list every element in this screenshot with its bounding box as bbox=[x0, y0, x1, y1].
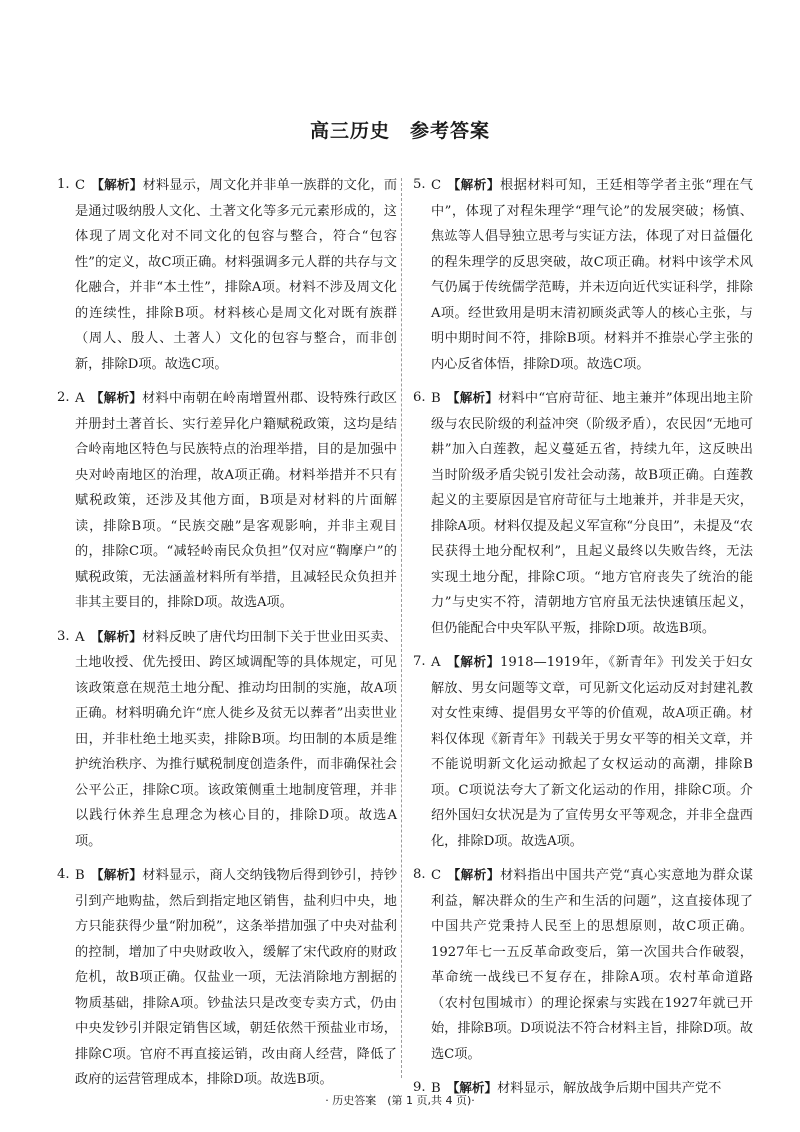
item-number: 9. bbox=[413, 1080, 426, 1095]
answer-letter: C bbox=[431, 868, 442, 883]
page-title: 高三历史 参考答案 bbox=[309, 120, 490, 142]
item-number: 8. bbox=[413, 867, 426, 882]
answer-item-7 bbox=[413, 649, 753, 854]
analysis-tag: 【解析】 bbox=[446, 654, 500, 669]
analysis-tag: 【解析】 bbox=[90, 390, 143, 405]
answer-letter: C bbox=[75, 178, 86, 193]
analysis-tag: 【解析】 bbox=[446, 1080, 498, 1095]
analysis-text: 材料显示，周文化并非单一族群的文化，而是通过吸纳殷人文化、土著文化等多元元素形成的，这体现了周文化对不同文化的包容与整合，符合“包容性”的定义，故C项正确。材料强调多元人群的共存与文化融合，并非“本土性”，排除A项。材料不涉及周文化的连续性，排除B项。材料核心是周文化对既有族群（周人、殷人、土著人）文化的包容与整合，而非创新，排除D项。故选C项。 bbox=[75, 178, 398, 372]
analysis-tag: 【解析】 bbox=[446, 390, 499, 405]
answer-letter: A bbox=[75, 629, 85, 645]
analysis-tag: 【解析】 bbox=[447, 867, 500, 882]
answer-item-4 bbox=[57, 862, 397, 1093]
analysis-text: 材料中南朝在岭南增置州郡、设特殊行政区并册封土著首长、实行差异化户籍赋税政策，这均是结合岭南地区特色与民族特点的治理举措，目的是加强中央对岭南地区的治理，故A项正确。材料举措并不只有赋税政策，还涉及其他方面，B项是对材料的片面解读，排除B项。“民族交融”是客观影响，并非主观目的，排除C项。“减轻岭南民众负担”仅对应“鞫摩户”的赋税政策，无法涵盖材料所有举措，且减轻民众负担并非其主要目的，排除D项。故选A项。 bbox=[75, 391, 397, 610]
answer-letter: C bbox=[431, 178, 442, 193]
answer-letter: A bbox=[431, 655, 441, 670]
analysis-text: 材料显示，商人交纳钱物后得到钞引，持钞引到产地购盐，然后到指定地区销售，盐利归中央，地方只能获得少量“附加税”，这条举措加强了中央对盐利的控制，增加了中央财政收入，缓解了宋代政府的财政危机，故B项正确。仅盐业一项，无法消除地方割据的物质基础，排除A项。钞盐法只是改变专卖方式，仍由中央发钞引并限定销售区域，朝廷依然干预盐业市场，排除C项。官府不再直接运销，改由商人经营，降低了政府的运营管理成本，排除D项。故选B项。 bbox=[75, 868, 398, 1087]
right-column bbox=[413, 172, 753, 1110]
left-column bbox=[57, 172, 397, 1101]
item-number: 1. bbox=[57, 177, 70, 192]
answer-item-3 bbox=[57, 624, 397, 855]
analysis-text: 材料显示，解放战争后期中国共产党不 bbox=[497, 1081, 722, 1096]
analysis-tag: 【解析】 bbox=[91, 177, 143, 192]
column-divider bbox=[401, 178, 402, 1078]
item-number: 2. bbox=[57, 390, 70, 405]
analysis-text: 材料反映了唐代均田制下关于世业田买卖、土地收授、优先授田、跨区域调配等的具体规定，可见该政策意在规范土地分配、推动均田制的实施，故A项正确。材料明确允许“庶人徙乡及贫无以葬者”出卖世业田，并非杜绝土地买卖，排除B项。均田制的本质是维护统治秩序、为推行赋税制度创造条件，而非确保社会公平公正，排除C项。该政策侧重土地制度管理，并非以践行休养生息理念为核心目的，排除D项。故选A项。 bbox=[75, 629, 397, 849]
analysis-text: 根据材料可知，王廷相等学者主张“理在气中”，体现了对程朱理学“理气论”的发展突破；杨慎、焦竑等人倡导独立思考与实证方法，体现了对日益僵化的程朱理学的反思突破，故C项正确。材料中该学术风气仍属于传统儒学范畴，并未迈向近代实证科学，排除A项。经世致用是明末清初顾炎武等人的核心主张，与明中期时间不符，排除B项。材料并不推崇心学主张的内心反省体悟，排除D项。故选C项。 bbox=[431, 178, 753, 372]
analysis-text: 材料指出中国共产党“真心实意地为群众谋利益，解决群众的生产和生活的问题”，这直接体现了中国共产党秉持人民至上的思想原则，故C项正确。1927年七一五反革命政变后，第一次国共合作破裂，革命统一战线已不复存在，排除A项。农村革命道路（农村包围城市）的理论探索与实践在1927年就已开始，排除B项。D项说法不符合材料主旨，排除D项。故选C项。 bbox=[431, 868, 753, 1062]
answer-item-5 bbox=[413, 172, 753, 377]
answer-item-6 bbox=[413, 385, 753, 641]
item-number: 3. bbox=[57, 628, 70, 644]
answer-letter: B bbox=[431, 1081, 441, 1096]
analysis-text: 1918—1919年，《新青年》刊发关于妇女解放、男女问题等文章，可见新文化运动反对封建礼教对女性束缚、提倡男女平等的价值观，故A项正确。材料仅体现《新青年》刊载关于男女平等的相关文章，并不能说明新文化运动掀起了女权运动的高潮，排除B项。C项说法夸大了新文化运动的作用，排除C项。介绍外国妇女状况是为了宣传男女平等观念，并非全盘西化，排除D项。故选A项。 bbox=[431, 655, 753, 849]
item-number: 4. bbox=[57, 867, 70, 882]
analysis-tag: 【解析】 bbox=[90, 867, 143, 882]
answer-letter: A bbox=[75, 391, 85, 406]
analysis-tag: 【解析】 bbox=[447, 177, 500, 192]
analysis-tag: 【解析】 bbox=[90, 628, 143, 644]
page-footer: · 历史答案 (第 1 页,共 4 页)· bbox=[325, 1094, 475, 1107]
answer-item-1 bbox=[57, 172, 397, 377]
answer-item-2 bbox=[57, 385, 397, 616]
answer-letter: B bbox=[75, 868, 85, 883]
item-number: 6. bbox=[413, 390, 426, 405]
analysis-text: 材料中“官府苛征、地主兼并”体现出地主阶级与农民阶级的利益冲突（阶级矛盾），农民因“无地可耕”加入白莲教，起义蔓延五省，持续九年，这反映出当时阶级矛盾尖锐引发社会动荡，故B项正确。白莲教起义的主要原因是官府苛征与土地兼并，并非是天灾，排除A项。材料仅提及起义军宣称“分良田”，未提及“农民获得土地分配权利”，且起义最终以失败告终，无法实现土地分配，排除C项。“地方官府丧失了统治的能力”与史实不符，清朝地方官府虽无法快速镇压起义，但仍能配合中央军队平叛，排除D项。故选B项。 bbox=[431, 391, 754, 636]
item-number: 5. bbox=[413, 177, 426, 192]
answer-letter: B bbox=[431, 391, 441, 406]
item-number: 7. bbox=[413, 654, 426, 669]
answer-item-8 bbox=[413, 862, 753, 1067]
